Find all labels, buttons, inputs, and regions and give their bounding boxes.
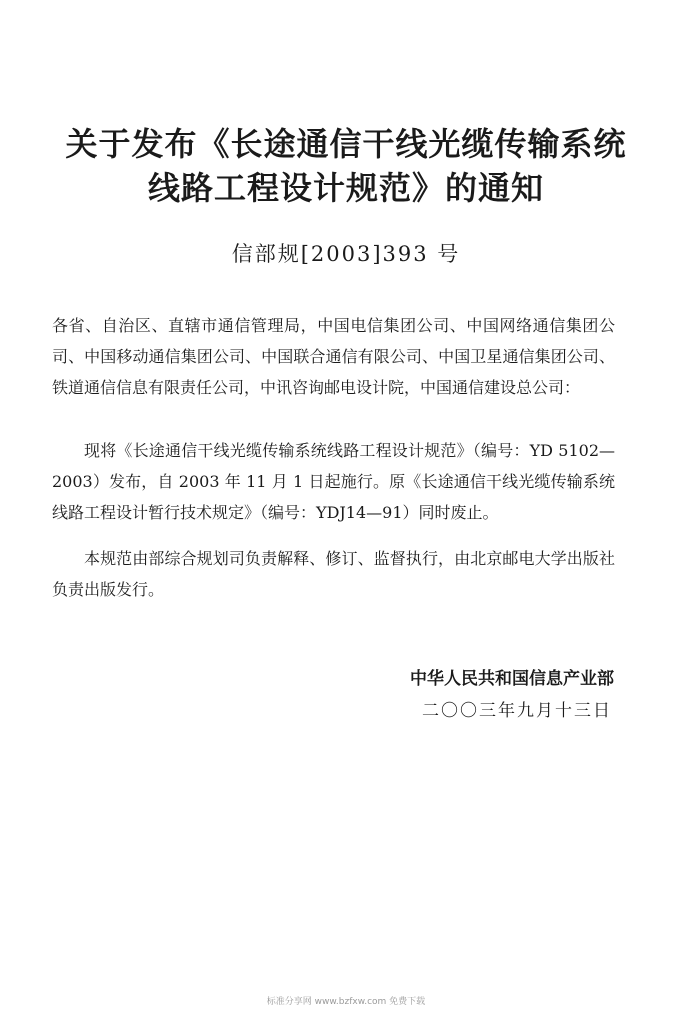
title-line-1: 关于发布《长途通信干线光缆传输系统: [65, 125, 627, 163]
body-paragraph-2: [52, 543, 615, 605]
issuer-signature: 中华人民共和国信息产业部: [410, 669, 614, 689]
paragraph-2-text: 本规范由部综合规划司负责解释、修订、监督执行，由北京邮电大学出版社负责出版发行。: [52, 549, 615, 599]
footer-watermark: 标准分享网 www.bzfxw.com 免费下载: [266, 997, 426, 1007]
addressees-paragraph: [52, 310, 615, 403]
addressees-text: 各省、自治区、直辖市通信管理局，中国电信集团公司、中国网络通信集团公司、中国移动通信集团公司、中国联合通信有限公司、中国卫星通信集团公司、铁道通信信息有限责任公司，中讯咨询邮电设计院，中国通信建设总公司：: [52, 316, 615, 397]
paragraph-1-text: 现将《长途通信干线光缆传输系统线路工程设计规范》（编号：YD 5102—2003）发布，自 2003 年 11 月 1 日起施行。原《长途通信干线光缆传输系统线路工程设计暂行技术规定》（编号：YDJ14—91）同时废止。: [52, 441, 615, 522]
issue-date: 二〇〇三年九月十三日: [422, 701, 612, 721]
body-paragraph-1: [52, 435, 615, 528]
title-line-2: 线路工程设计规范》的通知: [147, 169, 544, 207]
document-number: 信部规[2003]393 号: [231, 242, 461, 266]
